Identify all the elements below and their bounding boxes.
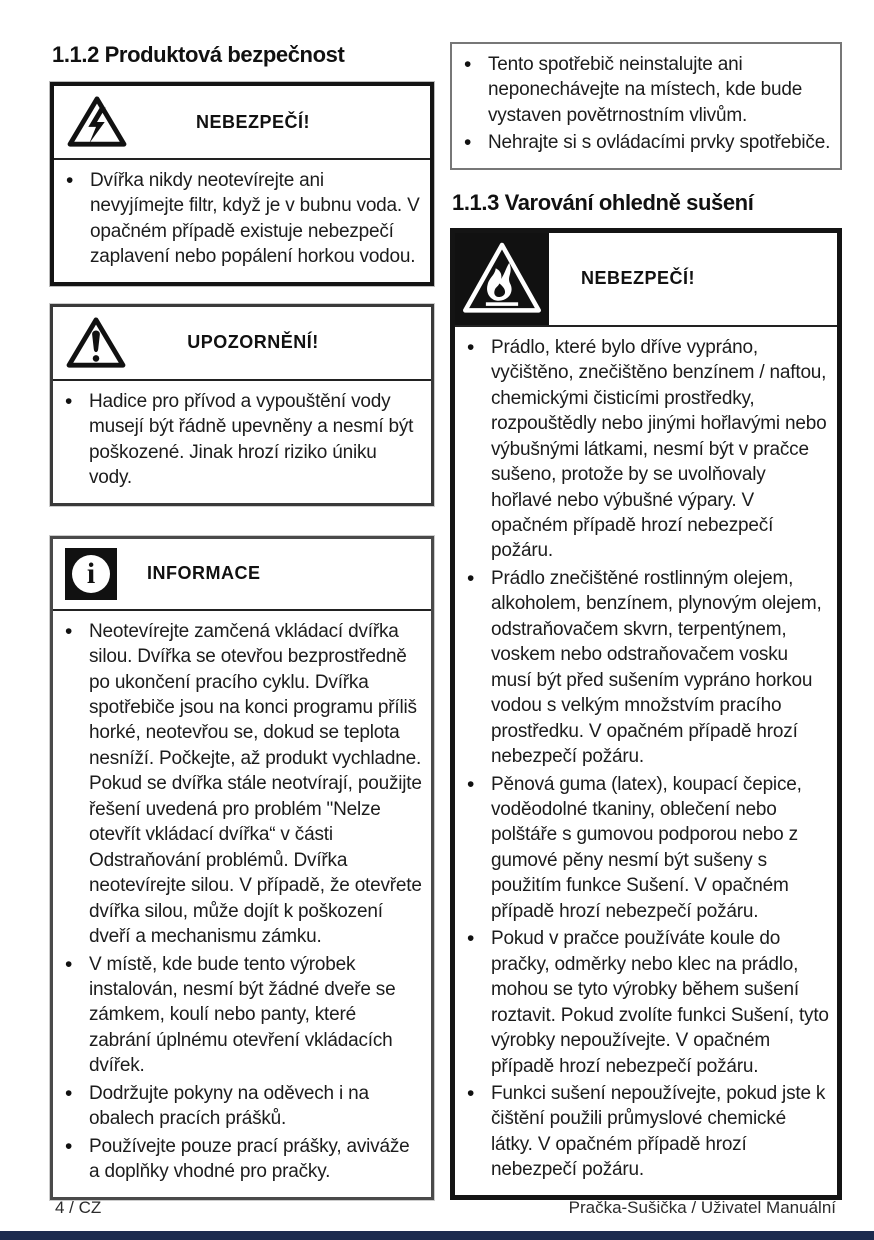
- fire-bullet: • Pěnová guma (latex), koupací čepice, voděodolné tkaniny, oblečení nebo polštáře s gumovou podporou nebo z gumové pěny nesmí být sušeny s použitím funkce Sušení. V opačném případě hrozí nebezpečí požáru.: [491, 772, 829, 925]
- caution-box-title: UPOZORNĚNÍ!: [187, 332, 319, 353]
- footer-page-number: 4 / CZ: [55, 1198, 102, 1217]
- installation-note-body: [452, 44, 840, 168]
- left-column: [50, 42, 434, 1218]
- danger-box-product-safety: [50, 82, 434, 286]
- info-box-body: [53, 611, 431, 1197]
- note-bullet: • Nehrajte si s ovládacími prvky spotřebiče.: [488, 130, 832, 155]
- danger-box-body: [54, 160, 430, 282]
- high-voltage-triangle-icon: [66, 95, 128, 149]
- info-bullet: • Neotevírejte zamčená vkládací dvířka silou. Dvířka se otevřou bezprostředně po ukončení pracího cyklu. Dvířka spotřebiče jsou na konci programu příliš horké, neotevřou se, dokud se teplota nesníží. Počkejte, až produkt vychladne. Pokud se dvířka stále neotvírají, použijte řešení uvedená pro problém "Nelze otevřít vkládací dvířka“ v části Odstraňování problémů. Dvířka neotevírejte silou. V případě, že otevřete dvířka silou, může dojít k poškození dveří a mechanismu zámku.: [89, 619, 423, 950]
- caution-bullet: • Hadice pro přívod a vypouštění vody musejí být řádně upevněny a nesmí být poškozené. Jinak hrozí riziko úniku vody.: [89, 389, 423, 491]
- caution-box-hoses: [50, 304, 434, 506]
- installation-note-box: [450, 42, 842, 170]
- danger-box-title: NEBEZPEČÍ!: [195, 111, 310, 132]
- exclamation-triangle-icon: [65, 316, 127, 370]
- caution-box-body: [53, 381, 431, 503]
- fire-bullet: • Prádlo znečištěné rostlinným olejem, alkoholem, benzínem, plynovým olejem, odstraňovačem skvrn, terpentýnem, voskem nebo odstraňovačem vosku musí být před sušením vypráno horkou vodou s velkým množstvím pracího prostředku. V opačném případě hrozí nebezpečí požáru.: [491, 566, 829, 770]
- fire-danger-box: [450, 228, 842, 1200]
- info-box-title: INFORMACE: [147, 563, 261, 584]
- footer-document-title: Pračka-Sušička / Uživatel Manuální: [568, 1198, 836, 1217]
- info-circle-icon: i: [65, 548, 117, 600]
- fire-danger-box-title: NEBEZPEČÍ!: [581, 268, 696, 289]
- info-box: [50, 536, 434, 1200]
- right-column: [450, 42, 842, 1218]
- note-bullet: • Tento spotřebič neinstalujte ani neponechávejte na místech, kde bude vystaven povětrnostním vlivům.: [488, 52, 832, 128]
- fire-bullet: • Funkci sušení nepoužívejte, pokud jste k čištění použili průmyslové chemické látky. V opačném případě hrozí nebezpečí požáru.: [491, 1081, 829, 1183]
- section-heading-1-1-2: 1.1.2 Produktová bezpečnost: [52, 42, 345, 67]
- info-bullet: • Dodržujte pokyny na oděvech i na obalech pracích prášků.: [89, 1081, 423, 1132]
- fire-bullet: • Prádlo, které bylo dříve vypráno, vyčištěno, znečištěno benzínem / naftou, chemickými čisticími prostředky, rozpouštědly nebo jinými hořlavými nebo výbušnými látkami, nesmí být v pračce sušeno, protože by se uvolňovaly hořlavé nebo výbušné výpary. V opačném případě hrozí nebezpečí požáru.: [491, 335, 829, 564]
- danger-box-header: [54, 86, 430, 160]
- fire-bullet: • Pokud v pračce používáte koule do pračky, odměrky nebo klec na prádlo, mohou se tyto výrobky během sušení roztavit. Pokud zvolíte funkci Sušení, tyto výrobky nepoužívejte. V opačném případě hrozí nebezpečí požáru.: [491, 926, 829, 1079]
- info-bullet: • Používejte pouze prací prášky, aviváže a doplňky vhodné pro pračky.: [89, 1134, 423, 1185]
- flammable-triangle-icon: [455, 233, 549, 325]
- danger-bullet: • Dvířka nikdy neotevírejte ani nevyjímejte filtr, když je v bubnu voda. V opačném případě existuje nebezpečí zaplavení nebo popálení horkou vodou.: [90, 168, 422, 270]
- fire-danger-box-header: [455, 233, 837, 327]
- fire-danger-box-body: [455, 327, 837, 1195]
- section-heading-1-1-3: 1.1.3 Varování ohledně sušení: [452, 189, 754, 215]
- caution-box-header: [53, 307, 431, 381]
- info-box-header: [53, 539, 431, 611]
- info-bullet: • V místě, kde bude tento výrobek instalován, nesmí být žádné dveře se zámkem, koulí nebo panty, které zabrání úplnému otevření vkládacích dvířek.: [89, 952, 423, 1079]
- bottom-accent-bar: [0, 1231, 874, 1240]
